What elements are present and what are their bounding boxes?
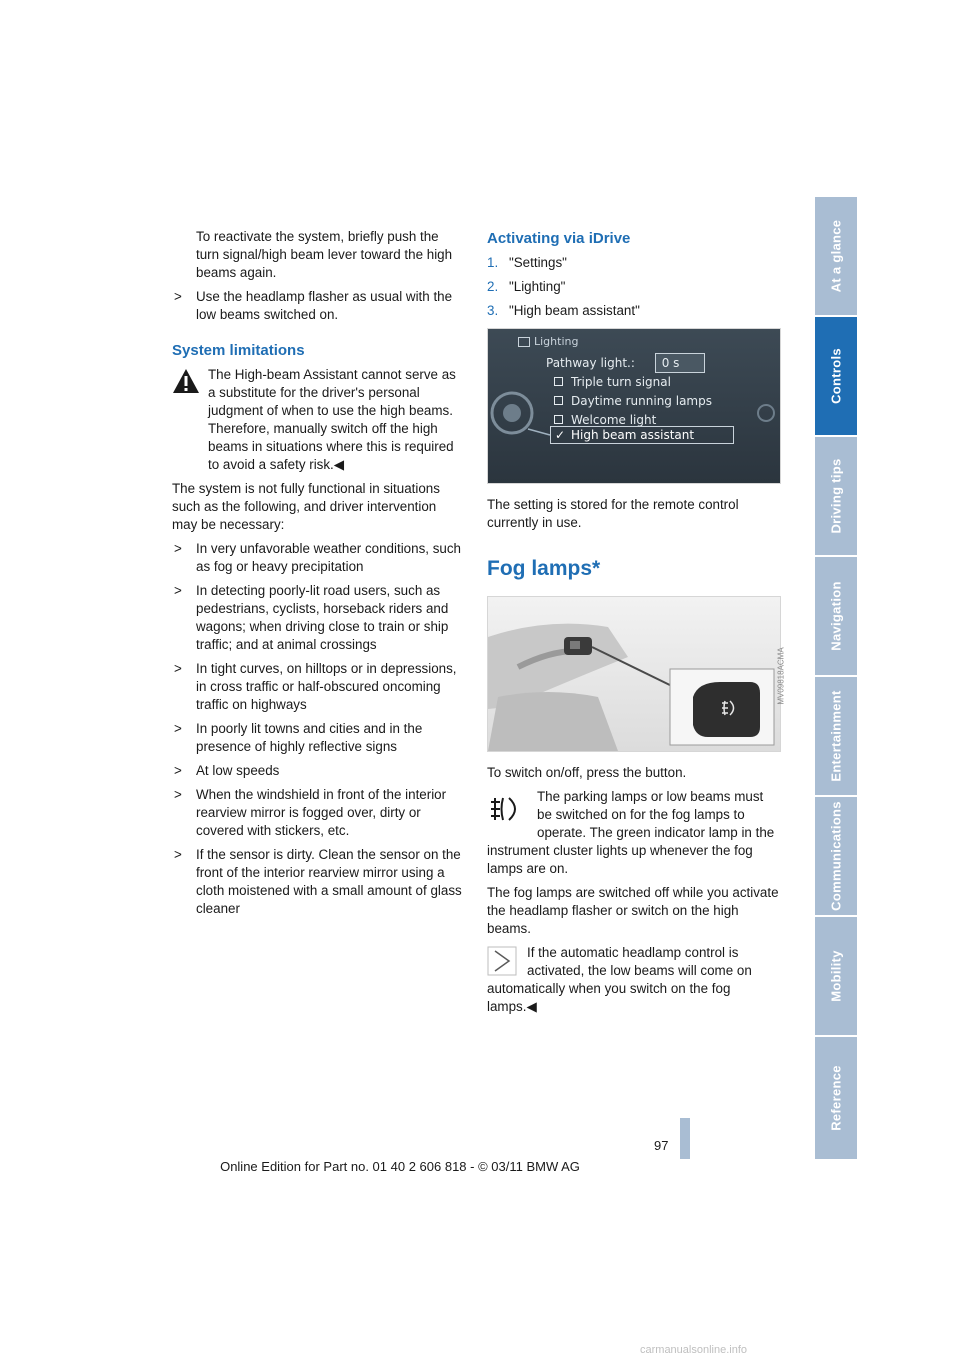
tab-navigation[interactable]: [815, 557, 857, 675]
step-number: 2.: [487, 279, 499, 294]
bullet-marker: >: [174, 763, 182, 778]
step-item: [487, 278, 781, 296]
tab-entertainment[interactable]: [815, 677, 857, 795]
limitation-item: [172, 582, 464, 654]
reactivate-text: To reactivate the system, briefly push the turn signal/high beam lever toward the high beams again.: [196, 229, 453, 280]
pathway-value[interactable]: 0 s: [655, 353, 705, 373]
warning-note: [172, 366, 464, 474]
option-high-beam-assistant[interactable]: [550, 426, 734, 444]
step-item: [487, 302, 781, 320]
tab-controls[interactable]: [815, 317, 857, 435]
warning-text: The High-beam Assistant cannot serve as a substitute for the driver's personal judgment of when to use the high beams. Therefore, manually switch off the high beams in situations where this is required to avoid a safety risk.◀: [208, 367, 456, 472]
chapter-sidebar: [815, 197, 857, 1159]
step-number: 1.: [487, 255, 499, 270]
step-item: [487, 254, 781, 272]
switch-text: To switch on/off, press the button.: [487, 765, 687, 780]
tab-label: At a glance: [828, 219, 844, 293]
bullet-marker: >: [174, 661, 182, 676]
auto-headlamp-note: [487, 944, 781, 1016]
tab-label: Mobility: [828, 950, 844, 1002]
footer-edition: Online Edition for Part no. 01 40 2 606 818 - © 03/11 BMW AG: [220, 1159, 580, 1174]
warning-triangle-icon: [172, 368, 200, 399]
option-label: Daytime running lamps: [571, 394, 712, 408]
screen-menu-icon: [518, 337, 530, 347]
limitation-item: [172, 540, 464, 576]
checkbox-icon: [554, 377, 563, 386]
limitation-text: If the sensor is dirty. Clean the sensor on the front of the interior rearview mirror using a cloth moistened with a small amount of glass cleaner: [196, 847, 462, 916]
note-arrow-icon: [487, 944, 521, 978]
limitation-item: [172, 762, 464, 780]
bullet-marker: >: [174, 847, 182, 862]
pathway-label: Pathway light.:: [546, 356, 635, 370]
limitation-text: In detecting poorly-lit road users, such as pedestrians, cyclists, horseback riders and wagons; when driving close to train or ship traffic; and at animal crossings: [196, 583, 449, 652]
tab-label: Communications: [828, 801, 844, 911]
checkbox-checked-icon: ✓: [555, 428, 566, 442]
auto-headlamp-text: If the automatic headlamp control is activated, the low beams will come on automatically when you switch on the fog lamps.◀: [487, 945, 752, 1014]
limitation-text: In tight curves, on hilltops or in depressions, in cross traffic or half-obscured oncoming traffic on highways: [196, 661, 457, 712]
tab-driving-tips[interactable]: [815, 437, 857, 555]
bullet-headlamp-flasher: [172, 288, 464, 324]
limitation-text: In poorly lit towns and cities and in the presence of highly reflective signs: [196, 721, 423, 754]
step-text: "High beam assistant": [509, 303, 640, 318]
flasher-text: The fog lamps are switched off while you activate the headlamp flasher or switch on the high beams.: [487, 885, 779, 936]
bullet-marker: >: [174, 289, 182, 304]
tab-label: Navigation: [828, 581, 844, 651]
limitation-text: When the windshield in front of the interior rearview mirror is fogged over, dirty or covered with stickers, etc.: [196, 787, 447, 838]
tab-reference[interactable]: [815, 1037, 857, 1159]
step-text: "Lighting": [509, 279, 566, 294]
option-label: Triple turn signal: [571, 375, 671, 389]
page-number: 97: [654, 1138, 669, 1153]
not-functional-intro: The system is not fully functional in situations such as the following, and driver intervention may be necessary:: [172, 481, 440, 532]
option-triple-turn-signal[interactable]: [554, 373, 671, 391]
left-column: [172, 228, 464, 924]
tab-label: Controls: [828, 348, 844, 404]
tab-label: Reference: [828, 1065, 844, 1131]
fog-lamps-heading: Fog lamps*: [487, 557, 601, 580]
step-number: 3.: [487, 303, 499, 318]
fog-lamp-button-figure: [487, 596, 786, 752]
tab-label: Driving tips: [828, 458, 844, 534]
limitation-text: In very unfavorable weather conditions, such as fog or heavy precipitation: [196, 541, 461, 574]
tab-communications[interactable]: [815, 797, 857, 915]
pathway-light-row[interactable]: [546, 353, 705, 373]
idrive-lighting-screen: [487, 328, 781, 484]
system-limitations-heading: System limitations: [172, 342, 305, 359]
parking-note: [487, 788, 781, 878]
dashboard-illustration: [488, 597, 780, 751]
page-number-bar: [680, 1118, 690, 1159]
option-daytime-running-lamps[interactable]: [554, 392, 712, 410]
idrive-heading: Activating via iDrive: [487, 230, 631, 247]
limitation-text: At low speeds: [196, 763, 280, 778]
bullet-marker: >: [174, 721, 182, 736]
step-text: "Settings": [509, 255, 567, 270]
bullet-text: Use the headlamp flasher as usual with the low beams switched on.: [196, 289, 453, 322]
limitation-item: [172, 660, 464, 714]
tab-label: Entertainment: [828, 690, 844, 782]
bullet-marker: >: [174, 541, 182, 556]
tab-mobility[interactable]: [815, 917, 857, 1035]
figure-code: MV09818ACMA: [776, 647, 786, 705]
bullet-marker: >: [174, 583, 182, 598]
option-label: High beam assistant: [571, 428, 695, 442]
limitation-item: [172, 720, 464, 756]
fog-lamp-icon: [487, 788, 533, 828]
right-column: [487, 228, 786, 1022]
setting-stored-text: The setting is stored for the remote control currently in use.: [487, 497, 739, 530]
limitation-item: [172, 846, 464, 918]
checkbox-icon: [554, 396, 563, 405]
option-label: Welcome light: [571, 413, 657, 427]
limitation-item: [172, 786, 464, 840]
screen-title: [518, 333, 578, 351]
screen-title-text: Lighting: [534, 335, 579, 348]
tab-at-a-glance[interactable]: [815, 197, 857, 315]
parking-note-text: The parking lamps or low beams must be switched on for the fog lamps to operate. The green indicator lamp in the instrument cluster lights up whenever the fog lamps are on.: [487, 789, 775, 876]
watermark: carmanualsonline.info: [640, 1344, 748, 1356]
checkbox-icon: [554, 415, 563, 424]
bullet-marker: >: [174, 787, 182, 802]
